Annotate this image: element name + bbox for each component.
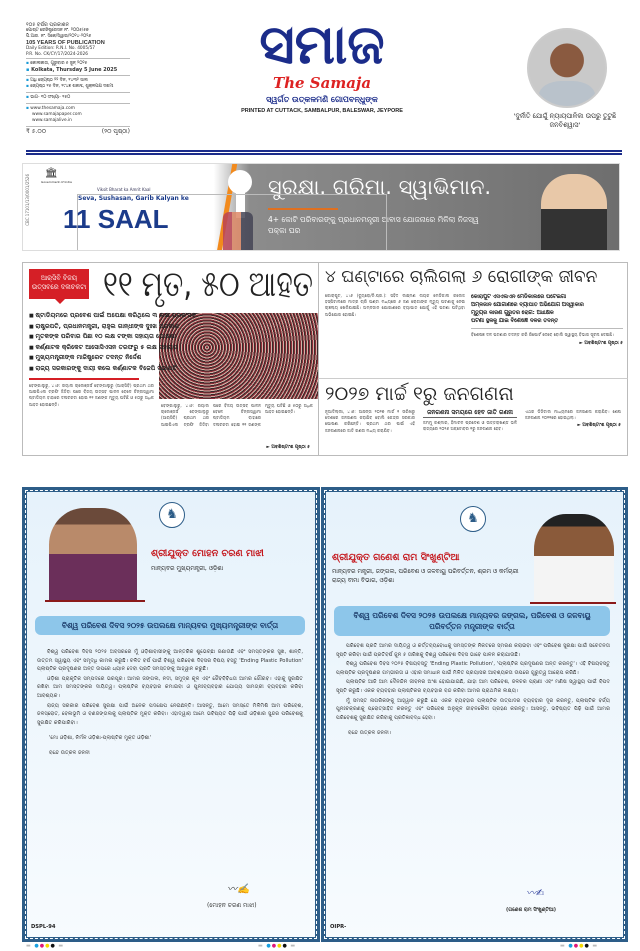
ad-tagline: Seva, Sushasan, Garib Kalyan ke [77,194,387,251]
calendar-1: ▪ ଅଧି ଜ୍ୟେଷ୍ଠ ୨୨ ଦିନ, ୧୪୩୨ ସାଲ [26,78,130,84]
masthead-tagline: ସ୍ୱର୍ଗତ ଉତ୍କଳମଣି ଗୋପବନ୍ଧୁଙ୍କ [266,95,378,104]
cm-name: ଶ୍ରୀଯୁକ୍ତ ମୋହନ ଚରଣ ମାଝୀ [151,548,264,559]
bullet: ଅମ୍ଳଜାନ ଯୋଗାଣରେ ବ୍ୟାଘାତ ଅଭିଯୋଗ ଅସ୍ୱୀକାର [471,302,584,308]
story2-body: କୋରାପୁଟ, ୪।୬ (ବ୍ୟୁରୋ/ନି.ପ୍ର.): ସହିଦ ଲକ୍ଷ୍ମଣ ନାୟକ ମେଡିକାଲ କଲେଜ ହସ୍ପିଟାଲରେ ମାତ୍ର ଚାରି ଘଣ୍ଟା ମଧ୍ୟରେ ୬ ଜଣ ରୋଗୀଙ୍କ ମୃତ୍ୟୁ ଘଟଣାକୁ ନେଇ ଚାଞ୍ଚଲ୍ୟ ଖେଳିଯାଇଛି। ଅମ୍ଳଜାନ ଯୋଗାଣରେ ବ୍ୟାଘାତ ଯୋଗୁଁ ଏହି ଘଟଣା ଘଟିଥିବା ଅଭିଯୋଗ ହୋଇଛି। [325,293,465,317]
story3-subhead: ଜନଗଣନା ସମୟରେ ହେବ ଜାତି ଗଣନା [423,409,517,418]
rni-number: Daily Edition: R.N.I. No. 4005/57 [26,46,96,51]
paragraph: ପ୍ଲାଷ୍ଟିକ ଆଜି ଆମ ଦୈନନ୍ଦିନ ଜୀବନର ଅଂଶ ହୋଇଯାଇଛି, ଯାହା ଆମ ପରିବେଶ, ଜଳଚର ପ୍ରାଣୀ ଏବଂ ମଣିଷ ସ୍ୱାସ୍ଥ୍ୟ ପାଇଁ ବିପଦ ସୃଷ୍ଟି କରୁଛି। ଏକକ ବ୍ୟବହାର ପ୍ଲାଷ୍ଟିକର ବ୍ୟବହାର ବନ୍ଦ କରିବା ଆମର ପ୍ରାଥମିକ ଲକ୍ଷ୍ୟ। [336,679,610,694]
cm-message-body [37,648,303,758]
registration-marks: ▬ ●●●● ▬ [560,943,599,949]
national-emblem-icon: 🏛 [45,168,58,179]
paragraph: ପରିବେଶ ପ୍ରତି ଆମର ଦାୟିତ୍ୱ ଓ କର୍ତ୍ତବ୍ୟବୋଧକୁ ସମସ୍ତଙ୍କ ନିକଟରେ ସ୍ମରଣ କରାଇବା ଏବଂ ପରିବେଶ ସୁରକ୍ଷା ପାଇଁ ସଚେତନତା ସୃଷ୍ଟି କରିବା ପାଇଁ ପ୍ରତିବର୍ଷ ଜୁନ ୫ ତାରିଖକୁ ବିଶ୍ୱ ପରିବେଶ ଦିବସ ଭାବେ ପାଳନ କରାଯାଉଛି। [336,643,610,658]
website-link[interactable]: www.samajalive.in [32,118,72,123]
cm-signatory: (ମୋହନ ଚରଣ ମାଝୀ) [207,902,257,909]
minister-closing: ବନ୍ଦେ ଉତ୍କଳ ଜନନୀ। [348,730,392,737]
cm-designation: ମାନ୍ୟବର ମୁଖ୍ୟମନ୍ତ୍ରୀ, ଓଡ଼ିଶା [151,565,224,572]
cm-message-banner: ବିଶ୍ୱ ପରିବେଶ ଦିବସ ୨୦୨୫ ଉପଲକ୍ଷେ ମାନ୍ୟବର ମୁଖ୍ୟମନ୍ତ୍ରୀଙ୍କ ବାର୍ତ୍ତା [35,616,305,635]
masthead-logo: ସମାଜ [259,12,385,76]
printed-at: PRINTED AT CUTTACK, SAMBALPUR, BALESWAR, JEYPORE [241,108,403,114]
lead-bullets [29,311,196,374]
teaser-photo[interactable] [527,28,607,108]
price: ₹ ୫.୦୦ [26,128,47,135]
teaser-caption[interactable]: 'ଦୁର୍ନୀତି ଯୋଗୁଁ ନ୍ୟାୟପାଳିକା ଉପରୁ ତୁଟୁଛି ଜନବିଶ୍ୱାସ' [513,112,617,129]
minister-name: ଶ୍ରୀଯୁକ୍ତ ଗଣେଶ ରାମ ସିଂଖୁଣ୍ଟିଆ [332,552,460,563]
date-odia: ▪ କୋଲକାତା, ଗୁରୁବାର ୫ ଜୁନ୍ ୨୦୨୫ [26,61,130,67]
bullet: ■ କର୍ଣ୍ଣାଟକ କ୍ରିକେଟ ଆସୋସିଏସନ ତରଫରୁ ୫ ଲକ୍ଷ ସହାୟତା [29,343,178,354]
story3-headline[interactable]: ୨୦୨୭ ମାର୍ଚ୍ଚ ୧ରୁ ଜନଗଣନା [325,383,514,405]
lead-headline[interactable]: ୧୧ ମୃତ, ୫୦ ଆହତ [103,264,314,305]
bullet: କୋରାପୁଟ ଏସଏଲଏନ ମେଡିକାଲରେ ଘଟେଇଗା [471,294,567,300]
cm-closing: ବନ୍ଦେ ଉତ୍କଳ ଜନନୀ [49,749,90,756]
story2-right-column [471,293,623,347]
cm-slogan: 'ମୋ ଓଡ଼ିଶା, ନିର୍ମଳ ଓଡ଼ିଶା-ପ୍ଲାଷ୍ଟିକ ମୁକ୍ତ ଓଡ଼ିଶା' [49,735,152,742]
pm-photo [541,174,607,251]
ad-code: OIPR- [330,924,347,930]
ad-headline: ସୁରକ୍ଷା. ଗରିମା. ସ୍ୱାଭିମାନ. [268,175,492,199]
ad-code: DSPL-94 [31,924,56,930]
bullet: ମୃତ୍ୟୁର କାରଣ ଗୁରୁତର ରୋଗ: ଅଧୀକ୍ଷକ [471,310,554,316]
registration-marks: ▬ ●●●● ▬ [258,943,297,949]
lead-body: ବେଙ୍ଗାଲୁରୁ, ୪।୬: ରୟାଲ ଚାଲେଞ୍ଜର୍ସ ବେଙ୍ଗାଲୁରୁ (ଆର୍‌ସିବି) ପ୍ରଥମ ଥର ଆଇପିଏଲ ଟ୍ରଫି ଜିତିବା ପରେ ବିଜୟ ଉତ୍ସବ ପାଳନ ବେଳେ ଚିନ୍ନାସ୍ୱାମୀ ଷ୍ଟାଡିୟମ ବାହାରେ ଦଳାଚକଟା ହୋଇ ୧୧ ଜଣଙ୍କ ମୃତ୍ୟୁ ଘଟିଛି ଓ ୫୦ରୁ ଅଧିକ ଆହତ ହୋଇଛନ୍ତି। [29,383,154,407]
pmay-ad-banner[interactable] [22,163,620,251]
ad-saal: SAAL [97,204,169,234]
continued-link[interactable]: ► ଅବଶିଷ୍ଟାଂଶ ପୃଷ୍ଠା ୫ [577,423,621,429]
story2-bullets [471,293,623,325]
minister-message-banner: ବିଶ୍ୱ ପରିବେଶ ଦିବସ ୨୦୨୫ ଉପଲକ୍ଷେ ମାନ୍ୟବର ଜଙ୍ଗଲ, ପରିବେଶ ଓ ଜଳବାୟୁ ପରିବର୍ତ୍ତନ ମନ୍ତ୍ରୀଙ୍କ ବାର୍ତ୍ତା [334,606,610,636]
cbc-code: CBC 17101/13/0001/2526 [25,174,30,226]
emblem-caption: Government of India [41,180,72,184]
story3-col2: ଜମ୍ମୁ କଶ୍ମୀର, ହିମାଚଳ ପ୍ରଦେଶ ଓ ଉତ୍ତରାଖଣ୍ଡ ଭଳି ରାଜ୍ୟରେ ୨୦୨୬ ଅକ୍ଟୋବର ୧ରୁ ଜନଗଣନା ହେବ। [423,420,517,432]
page-count: (୨୦ ପୃଷ୍ଠା) [101,128,130,135]
header-divider [26,150,622,155]
paragraph: ରାଜ୍ୟ ସରକାର ପରିବେଶ ସୁରକ୍ଷା ପାଇଁ ଅନେକ ପଦକ୍ଷେପ ନେଇଛନ୍ତି। ଆସନ୍ତୁ, ଆମେ ସମସ୍ତେ ମିଳିମିଶି ଆମ ପରିବେଶ, ଜଳସ୍ରୋତ, ବେଳାଭୂମି ଓ ବଣଜଙ୍ଗଲକୁ ପ୍ଲାଷ୍ଟିକ ମୁକ୍ତ କରିବା। ଏହାଦ୍ୱାରା ଆମେ ଭବିଷ୍ୟତ ପିଢ଼ି ପାଇଁ ଓଡ଼ିଶାର ସୁନ୍ଦର ପରିବେଶକୁ ସୁରକ୍ଷିତ କରିପାରିବା। [37,702,303,726]
ad-number: 11 [63,204,91,234]
pr-odia: ପି.ଆର. ନଂ. ସିକେ/ସିୱାଇ/୨୦୨୪-୨୦୨୬ [26,34,91,39]
story3-col3-wrap [525,409,621,429]
years-of-publication: 105 YEARS OF PUBLICATION [26,40,105,46]
continued-link[interactable]: ► ଅବଶିଷ୍ଟାଂଶ ପୃଷ୍ଠା ୫ [579,341,623,347]
story2-headline[interactable]: ୪ ଘଣ୍ଟାରେ ଚାଲିଗଲା ୬ ରୋଗୀଙ୍କ ଜୀବନ [325,267,598,287]
minister-signatory: (ଗଣେଶ ରାମ ସିଂଖୁଣ୍ଟିଆ) [506,907,556,913]
ad-subtext: 4+ କୋଟି ପରିବାରଙ୍କୁ ପ୍ରଧାନମନ୍ତ୍ରୀ ଆବାସ ଯୋଜନାରେ ମିଳିଲା ନିଜସ୍ୱ ପକ୍କା ଘର [268,215,479,235]
minister-message-body [336,642,610,738]
minister-message-ad[interactable] [321,487,628,942]
minister-signature: 〰︎✍ [526,888,545,899]
paragraph: ମୁଁ ସମସ୍ତ ନାଗରିକଙ୍କୁ ଆହ୍ୱାନ କରୁଛି ଯେ ଏକକ ବ୍ୟବହାର ପ୍ଲାଷ୍ଟିକ ଉତ୍ପାଦର ବ୍ୟବହାର ଦୂର କରନ୍ତୁ, ପ୍ଲାଷ୍ଟିକ ବର୍ଜ୍ୟ ପୁନଃଚକ୍ରଣକୁ ପ୍ରୋତ୍ସାହିତ କରନ୍ତୁ ଏବଂ ପରିବେଶ ଅନୁକୂଳ ଜୀବନଶୈଳୀ ଗ୍ରହଣ କରନ୍ତୁ। ଆସନ୍ତୁ, ଭବିଷ୍ୟତ ପିଢ଼ି ପାଇଁ ଆମର ପରିବେଶକୁ ସୁରକ୍ଷିତ କରିବାକୁ ପ୍ରତିଜ୍ଞାବଦ୍ଧ ହେବା। [336,697,610,721]
story-kicker: ଆର୍‌ସିବି ବିଜୟ ଉତ୍ସବରେ ଦଳାଚକଟା [29,269,89,299]
paragraph: ବିଶ୍ୱ ପରିବେଶ ଦିବସ ୨୦୨୫ ବିଷୟବସ୍ତୁ 'Ending Plastic Pollution', 'ପ୍ଲାଷ୍ଟିକ ପ୍ରଦୂଷଣର ଅନ୍ତ କରନ୍ତୁ'। ଏହି ବିଷୟବସ୍ତୁ ପ୍ଲାଷ୍ଟିକ ପ୍ରଦୂଷଣର ଗମ୍ଭୀରତା ଓ ଏହାର ସମାଧାନ ପାଇଁ ମିଳିତ ପ୍ରୟାସର ଆବଶ୍ୟକତା ଉପରେ ଗୁରୁତ୍ୱ ଆରୋପ କରିଛି। [336,661,610,676]
story-oxygen[interactable] [318,262,628,378]
bullet: ■ ରାଜ୍ୟ ସରକାରଙ୍କୁ ଦାୟୀ କଲେ କର୍ଣ୍ଣାଟକ ବିଜେପି ସଭାପତି [29,364,177,375]
publication-years-odia: ୧୦୫ ବର୍ଷର ପ୍ରକାଶନ [26,22,69,28]
bullet: ■ ଷ୍ଟାଡିୟମରେ ପ୍ରବେଶ ପାଇଁ ଅପେକ୍ଷା କରିଥିଲେ ୩ ଲକ୍ଷ ପ୍ରଶଂସକ [29,311,196,322]
story3-col1: ନୂଆଦିଲ୍ଲୀ, ୪।୬: ଆସନ୍ତା ୨୦୨୭ ମାର୍ଚ୍ଚ ୧ ତାରିଖରୁ ଦେଶରେ ଜନଗଣନା କରାଯିବ ବୋଲି କେନ୍ଦ୍ର ସରକାର ଘୋଷଣା କରିଛନ୍ତି। ପ୍ରଥମ ଥର ପାଇଁ ଏହି ଜନଗଣନାରେ ଜାତି ଗଣନା ମଧ୍ୟ କରାଯିବ। [325,409,415,433]
story3-col3: ଏଥର ଡିଜିଟାଲ ମାଧ୍ୟମରେ ଜନଗଣନା କରାଯିବ। ଶେଷ ଜନଗଣନା ୨୦୧୧ରେ ହୋଇଥିଲା। [525,409,621,421]
calendar-2: ▪ ଜ୍ୟେଷ୍ଠ ୧୫ ଦିନ, ୧୯୪୭ ଶକାବ୍ଦ, ଶୁକ୍ଳପକ୍ଷ ଦଶମୀ [26,84,130,90]
continued-link[interactable]: ► ଅବଶିଷ୍ଟାଂଶ ପୃଷ୍ଠା ୫ [266,445,310,450]
paragraph: ବିଶ୍ୱ ପରିବେଶ ଦିବସ ୨୦୨୫ ଅବସରରେ ମୁଁ ଓଡ଼ିଶାବାସୀଙ୍କୁ ଆନ୍ତରିକ ଶୁଭେଚ୍ଛା ଜଣାଉଛି ଏବଂ ସମସ୍ତଙ୍କର ସୁଖ, ଶାନ୍ତି, ଉତ୍ତମ ସ୍ୱାସ୍ଥ୍ୟ ଏବଂ ସମୃଦ୍ଧି କାମନା କରୁଛି। ଚଳିତ ବର୍ଷ ପାଇଁ ବିଶ୍ୱ ପରିବେଶ ଦିବସର ବିଷୟ ବସ୍ତୁ 'Ending Plastic Pollution' ପ୍ଲାଷ୍ଟିକ ପ୍ରଦୂଷଣର ଅନ୍ତ ଉପରେ ଧ୍ୟାନ ଦେବା ପ୍ରତି ସମସ୍ତଙ୍କୁ ଆହ୍ୱାନ କରୁଛି। [37,649,303,673]
website-link[interactable]: ▪ www.thesamaja.com [26,106,130,112]
odisha-emblem-icon: ♞ [159,502,185,528]
story3-col2-wrap [423,409,517,432]
bullet: ■ ରାଷ୍ଟ୍ରପତି, ପ୍ରଧାନମନ୍ତ୍ରୀ, ରାହୁଲ ଗାନ୍ଧୀଙ୍କ ଦୁଃଖ ପ୍ରକାଶ [29,322,179,333]
cm-signature: 〰︎✍ [227,884,250,895]
date-english: ▪ Kolkata, Thursday 5 June 2025 [26,67,130,73]
minister-designation: ମାନ୍ୟବର ମନ୍ତ୍ରୀ, ଜଙ୍ଗଲ, ପରିବେଶ ଓ ଜଳବାୟୁ ପରିବର୍ତ୍ତନ, ଶ୍ରମ ଓ କର୍ମଚାରୀ ରାଜ୍ୟ ବୀମା ବିଭାଗ, ଓଡ଼ିଶା [332,568,519,584]
bullet: ■ ମୃତକଙ୍କ ପରିବାର ପିଛା ୧୦ ଲକ୍ଷ ଟଙ୍କା ସହାୟତା ଘୋଷଣା [29,332,176,343]
masthead-english: The Samaja [272,74,372,92]
bullet: ■ ମୁଖ୍ୟମନ୍ତ୍ରୀଙ୍କ ମାଜିଷ୍ଟ୍ରେଟ ତଦନ୍ତ ନିର୍ଦ୍ଦେଶ [29,353,141,364]
edition-info [26,22,130,135]
lead-story[interactable] [22,262,318,456]
cm-photo [49,508,137,600]
story-census[interactable] [318,378,628,456]
story2-body2: ବିଶେଷଜ୍ଞ ଦଳ ଘଟଣାର ତଦନ୍ତ କରି ରିପୋର୍ଟ ଦେବେ ବୋଲି ସ୍ୱାସ୍ଥ୍ୟ ବିଭାଗ ସୂଚନା ଦେଇଛି। [471,328,623,338]
registration-marks: ▬ ●●●● ▬ [26,943,65,949]
masthead [212,14,432,114]
paragraph: ଓଡ଼ିଶା ପ୍ରାକୃତିକ ସମ୍ପଦରେ ଭରପୂର। ଆମର ଜଙ୍ଗଲ, ନଦୀ, ସମୁଦ୍ର କୂଳ ଏବଂ ଜୈବବିବିଧତା ଆମର ଗୌରବ। ଏହାକୁ ସୁରକ୍ଷିତ ରଖିବା ଆମ ସମସ୍ତଙ୍କର ଦାୟିତ୍ୱ। ପ୍ଲାଷ୍ଟିକ ବ୍ୟବହାର କମାଇବା ଓ ପୁନଃବ୍ୟବହାର ଯୋଗ୍ୟ ସାମଗ୍ରୀ ବ୍ୟବହାର କରିବା ଆବଶ୍ୟକ। [37,675,303,699]
ad-small-text: Viksit Bharat ka Amrit Kaal [97,187,151,192]
minister-photo [534,514,614,602]
bullet: ଘଟଣା ସ୍ଥଳକୁ ଯାଇ ବିଶେଷଜ୍ଞ ଦଳର ତଦନ୍ତ [471,318,559,324]
volume-number: ▪ ଭାଗ- ୧୦ ସଂଖ୍ୟା- ୧୫୦ [26,95,130,101]
pr-number: P.R. No. CK/CY/17/2024-2026 [26,52,88,57]
postal-reg: ପୋଷ୍ଟ ରେଜିଷ୍ଟ୍ରେସନ ନଂ. ୨୦୦୫/୫୭ [26,28,89,33]
website-link[interactable]: www.samajapaper.com [32,112,82,117]
lead-body-cont: ବେଙ୍ଗାଲୁରୁ, ୪।୬: ରୟାଲ ଚାଲେଞ୍ଜର୍ସ ବେଙ୍ଗାଲୁରୁ (ଆର୍‌ସିବି) ପ୍ରଥମ ଥର ଆଇପିଏଲ ଟ୍ରଫି ଜିତିବା ପରେ ବିଜୟ ଉତ୍ସବ ପାଳନ ବେଳେ ଚିନ୍ନାସ୍ୱାମୀ ଷ୍ଟାଡିୟମ ବାହାରେ ଦଳାଚକଟା ହୋଇ ୧୧ ଜଣଙ୍କ ମୃତ୍ୟୁ ଘଟିଛି ଓ ୫୦ରୁ ଅଧିକ ଆହତ ହୋଇଛନ୍ତି। [161,403,313,427]
odisha-emblem-icon: ♞ [460,506,486,532]
cm-message-ad[interactable] [22,487,320,942]
